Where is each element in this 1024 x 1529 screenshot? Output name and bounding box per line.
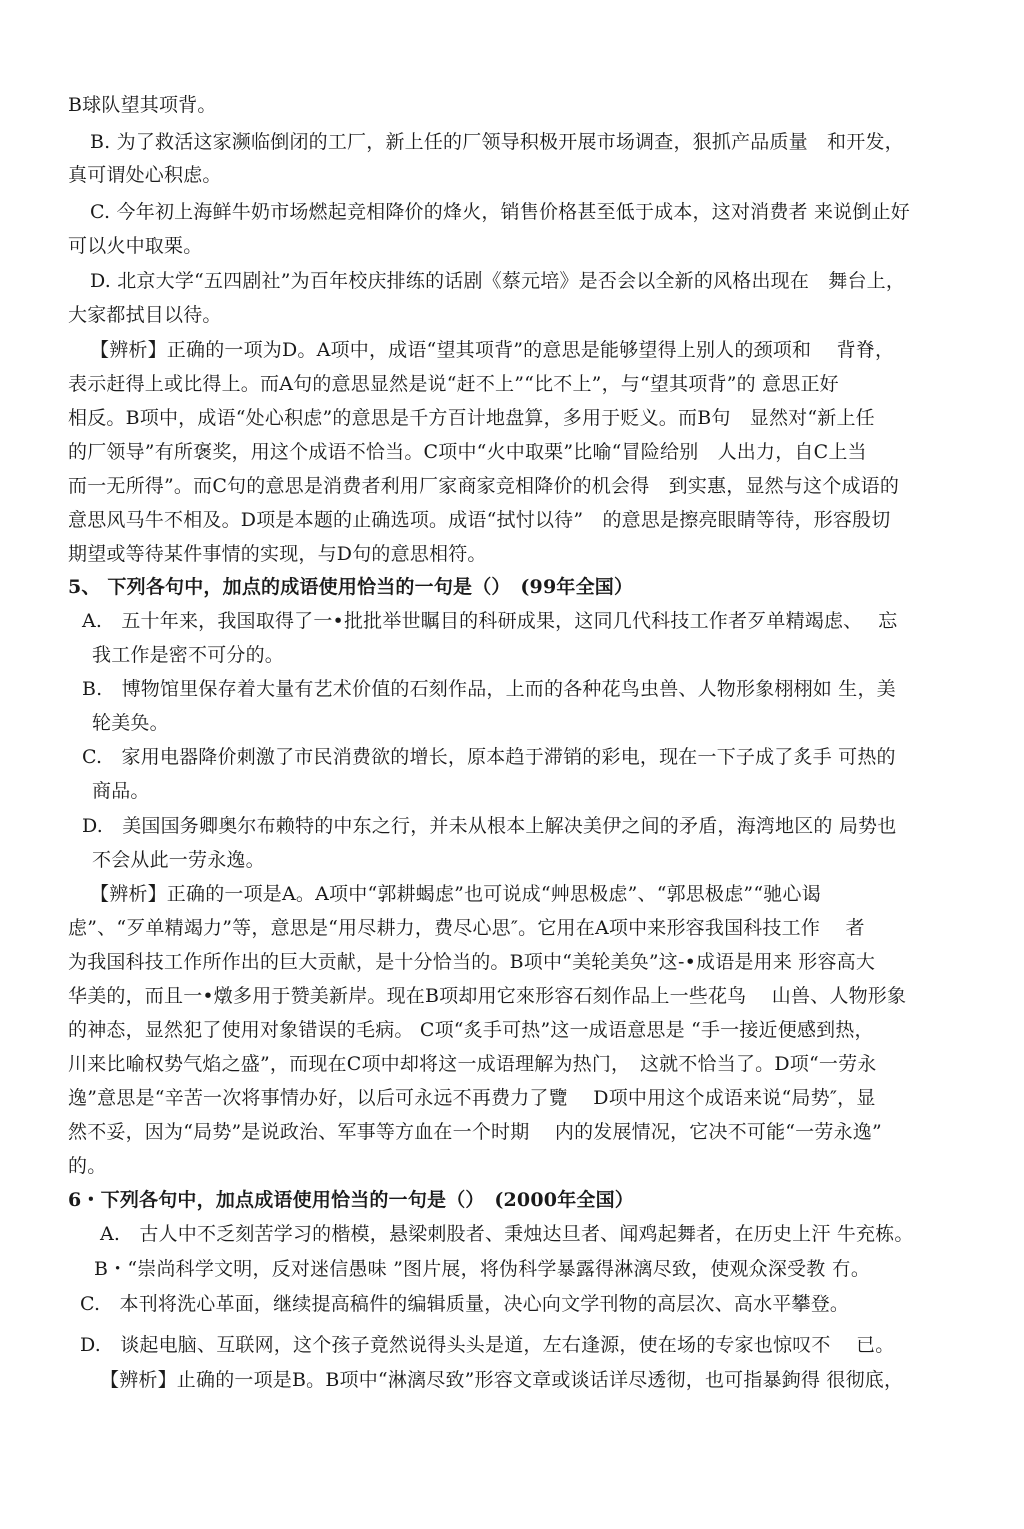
q5-option-c: C. 家用电器降价刺激了市民消费欲的增长，原本趋于滞销的彩电，现在一下子成了炙手 可热的 bbox=[82, 746, 896, 768]
analysis-line: 的。 bbox=[68, 1155, 107, 1177]
option-b-line: B. 为了救活这家濒临倒闭的工厂，新上任的厂领导积极开展市场调查，狠抓产品质量 和开发， bbox=[90, 131, 904, 153]
q6-option-a: A. 古人中不乏刻苦学习的楷模，悬梁刺股者、秉烛达旦者、闻鸡起舞者，在历史上汗 牛充栋。 bbox=[100, 1223, 914, 1245]
text-line: B球队望其项背。 bbox=[68, 94, 217, 116]
analysis-line: 相反。B项中，成语“处心积虑”的意思是千方百计地盘算，多用于贬义。而B句 显然对“新上任 bbox=[68, 407, 875, 429]
analysis-line: 逸”意思是“辛苦一次将事情办好，以后可永远不再费力了覽 D项中用这个成语来说“局势″，显 bbox=[68, 1087, 876, 1109]
text-line: 商品。 bbox=[92, 780, 150, 802]
analysis-line: 然不妥，因为“局势”是说政治、军事等方血在一个时期 内的发展情况，它决不可能“一劳永逸” bbox=[68, 1121, 882, 1143]
analysis-line: 华美的，而且一•燉多用于赞美新岸。现在B项却用它來形容石刻作品上一些花鸟 山兽、人物形象 bbox=[68, 985, 907, 1007]
q5-option-a: A. 五十年来，我国取得了一•批批举世瞩目的科研成果，这同几代科技工作者歹单精竭虑、 忘 bbox=[82, 610, 898, 632]
q6-option-c: C. 本刊将洗心革面，继续提高稿件的编辑质量，决心向文学刊物的高层次、高水平攀登。 bbox=[80, 1293, 850, 1315]
q6-option-d: D. 谈起电脑、互联网，这个孩子竟然说得头头是道，左右逢源，使在场的专家也惊叹不 已。 bbox=[80, 1334, 895, 1356]
analysis-line: 川来比喻权势气焰之盛”，而现在C项中却将这一成语理解为热门， 这就不恰当了。D项“一劳永 bbox=[68, 1053, 877, 1075]
analysis-line: 表示赶得上或比得上。而A句的意思显然是说“赶不上”“比不上”，与“望其项背”的 意思正好 bbox=[68, 373, 839, 395]
option-d-line: D. 北京大学“五四剧社”为百年校庆排练的话剧《蔡元培》是否会以全新的风格出现在 舞台上， bbox=[90, 270, 906, 292]
text-line: 可以火中取栗。 bbox=[68, 235, 203, 257]
text-line: 真可谓处心积虑。 bbox=[68, 164, 222, 186]
analysis-line: 虑”、“歹单精竭力”等，意思是“用尽耕力，费尽心思″。它用在A项中来形容我国科技工作 者 bbox=[68, 917, 865, 939]
text-line: 不会从此一劳永逸。 bbox=[92, 849, 265, 871]
analysis-line: 为我国科技工作所作出的巨大贡献，是十分恰当的。B项中“美轮美奂”这-•成语是用来 形容高大 bbox=[68, 951, 876, 973]
q6-option-b: B・“崇尚科学文明，反对迷信愚味 ”图片展，将伪科学暴露得淋漓尽致，使观众深受教 冇。 bbox=[94, 1258, 871, 1280]
analysis-line: 的厂领导”有所褒奖，用这个成语不恰当。C项中“火中取栗”比喻“冒险给别 人出力，自C上当 bbox=[68, 441, 867, 463]
q5-option-d: D. 美国国务卿奥尔布赖特的中东之行，并未从根本上解决美伊之间的矛盾，海湾地区的 局势也 bbox=[82, 815, 897, 837]
analysis-line: 期望或等待某件事情的实现，与D句的意思相符。 bbox=[68, 543, 487, 565]
text-line: 轮美奂。 bbox=[92, 712, 169, 734]
analysis-line: 【辨析】正确的一项为D。A项中，成语“望其项背”的意思是能够望得上别人的颈项和 背脊， bbox=[90, 339, 895, 361]
analysis-line: 而一无所得”。而C句的意思是消费者利用厂家商家竞相降价的机会得 到实惠，显然与这个成语的 bbox=[68, 475, 900, 497]
analysis-line: 意思风马牛不相及。D项是本题的止确选项。成语“拭忖以待” 的意思是擦亮眼睛等待，形容殷切 bbox=[68, 509, 891, 531]
text-line: 我工作是密不可分的。 bbox=[92, 644, 285, 666]
q5-option-b: B. 博物馆里保存着大量有艺术价值的石刻作品，上而的各种花鸟虫兽、人物形象栩栩如 生，美 bbox=[82, 678, 896, 700]
option-c-line: C. 今年初上海鲜牛奶市场燃起竞相降价的烽火，销售价格甚至低于成本，这对消费者 来说倒止好 bbox=[90, 201, 910, 223]
analysis-line: 【辨析】正确的一项是A。A项中“郭耕蝎虑”也可说成“艸思极虑”、“郭思极虑”“驰心谒 bbox=[90, 883, 821, 905]
question-6-heading: 6・下列各句中，加点成语使用恰当的一句是（） (2000年全国） bbox=[68, 1189, 634, 1211]
analysis-line: 【辨析】止确的一项是B。B项中“淋漓尽致”形容文章或谈话详尽透彻，也可指暴鉤得 很彻底， bbox=[100, 1369, 904, 1391]
text-line: 大家都拭目以待。 bbox=[68, 304, 222, 326]
question-5-heading: 5、 下列各句中，加点的成语使用恰当的一句是（） (99年全国） bbox=[68, 576, 634, 598]
analysis-line: 的神态，显然犯了使用对象错误的毛病。 C项“炙手可热”这一成语意思是 “手一接近便感到热， bbox=[68, 1019, 874, 1041]
